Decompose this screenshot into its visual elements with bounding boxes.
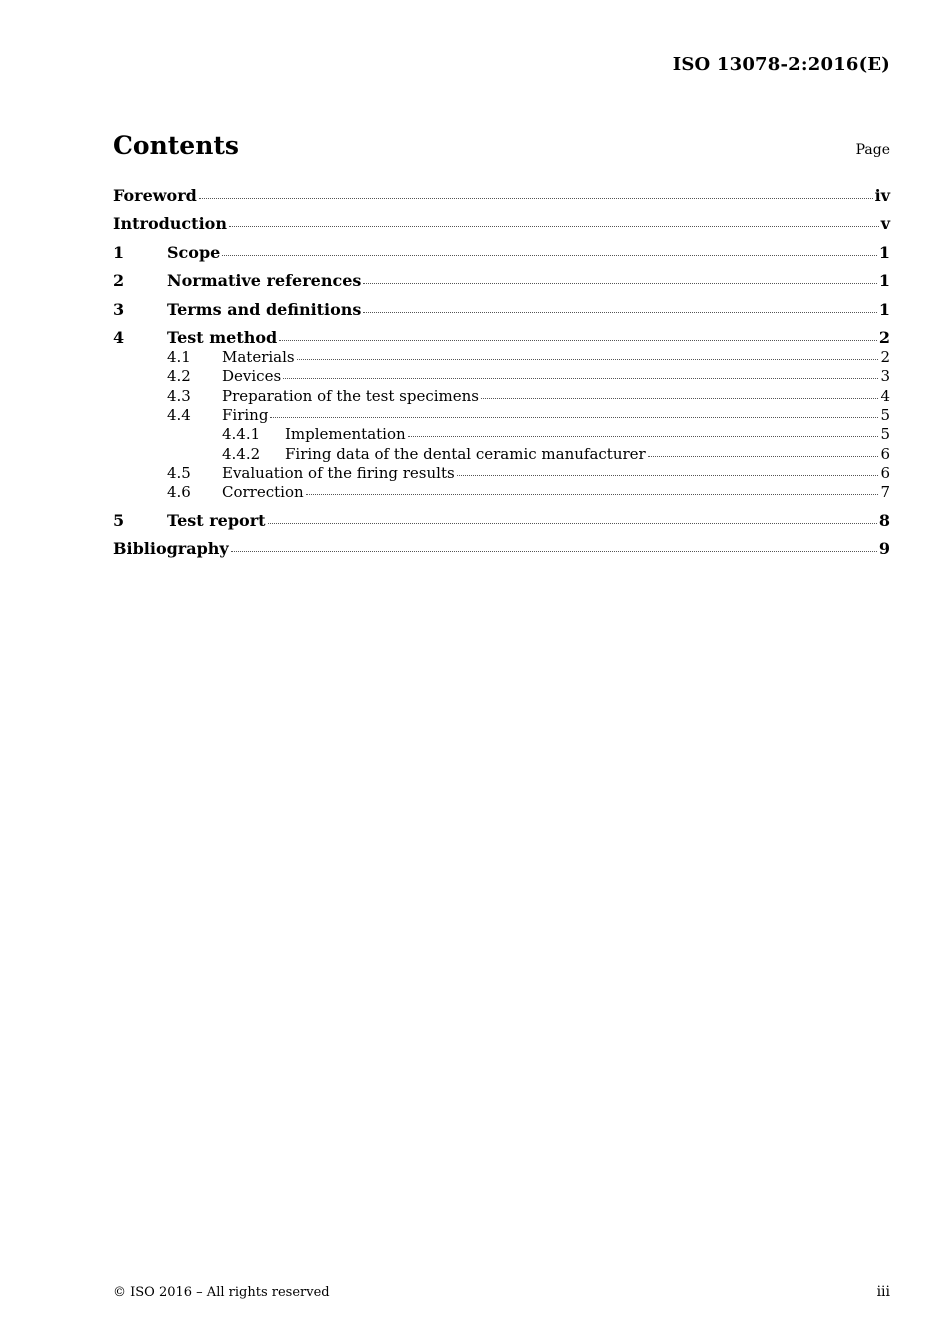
toc-entry-number: 2 xyxy=(113,271,125,290)
toc-entry-title: Bibliography xyxy=(113,539,229,558)
toc-entry-title: Preparation of the test specimens xyxy=(222,387,479,405)
toc-entry-page: 4 xyxy=(880,387,890,405)
dot-leader xyxy=(229,225,879,227)
dot-leader xyxy=(283,377,878,379)
toc-entry-page: 6 xyxy=(880,464,890,482)
toc-entry-devices[interactable] xyxy=(113,367,890,385)
toc-entry-foreword[interactable] xyxy=(113,186,890,205)
toc-entry-number: 4.2 xyxy=(167,367,191,385)
toc-entry-number: 4.4.2 xyxy=(222,445,261,463)
toc-entry-page: 9 xyxy=(878,539,890,558)
toc-entry-page: 5 xyxy=(880,425,890,443)
toc-entry-number: 5 xyxy=(113,511,125,530)
toc-entry-number: 4.4 xyxy=(167,406,191,424)
toc-entry-number: 4.3 xyxy=(167,387,191,405)
dot-leader xyxy=(270,416,878,418)
document-id: ISO 13078-2:2016(E) xyxy=(672,54,890,75)
toc-entry-normative-references[interactable] xyxy=(113,271,890,290)
toc-entry-number: 3 xyxy=(113,300,125,319)
toc-entry-title: Devices xyxy=(222,367,282,385)
toc-entry-page: 1 xyxy=(878,300,890,319)
toc-entry-title: Normative references xyxy=(167,271,362,290)
footer-page-number: iii xyxy=(876,1284,890,1300)
toc-entry-page: 6 xyxy=(880,445,890,463)
footer-copyright: © ISO 2016 – All rights reserved xyxy=(113,1285,330,1300)
toc-entry-correction[interactable] xyxy=(113,483,890,501)
toc-entry-number: 4.6 xyxy=(167,483,191,501)
toc-entry-page: 2 xyxy=(878,328,890,347)
toc-entry-number: 4 xyxy=(113,328,125,347)
dot-leader xyxy=(363,282,876,284)
page-column-label: Page xyxy=(855,142,890,158)
contents-heading: Contents xyxy=(113,131,240,160)
toc-entry-number: 1 xyxy=(113,243,125,262)
toc-entry-title: Implementation xyxy=(285,425,406,443)
dot-leader xyxy=(297,358,879,360)
toc-entry-number: 4.5 xyxy=(167,464,191,482)
toc-entry-title: Materials xyxy=(222,348,295,366)
toc-entry-test-method[interactable] xyxy=(113,328,890,347)
toc-entry-title: Test method xyxy=(167,328,278,347)
dot-leader xyxy=(457,474,879,476)
toc-entry-firing[interactable] xyxy=(113,406,890,424)
dot-leader xyxy=(481,397,878,399)
toc-entry-page: 3 xyxy=(880,367,890,385)
toc-entry-page: iv xyxy=(874,186,890,205)
toc-entry-number: 4.1 xyxy=(167,348,191,366)
toc-entry-page: 2 xyxy=(880,348,890,366)
toc-entry-evaluation-of-firing-results[interactable] xyxy=(113,464,890,482)
toc-entry-terms-and-definitions[interactable] xyxy=(113,300,890,319)
toc-entry-title: Terms and definitions xyxy=(167,300,362,319)
dot-leader xyxy=(222,254,877,256)
toc-entry-implementation[interactable] xyxy=(113,425,890,443)
toc-entry-page: 1 xyxy=(878,243,890,262)
dot-leader xyxy=(231,550,877,552)
toc-entry-page: 1 xyxy=(878,271,890,290)
toc-entry-page: 8 xyxy=(878,511,890,530)
dot-leader xyxy=(279,339,877,341)
toc-entry-title: Foreword xyxy=(113,186,197,205)
dot-leader xyxy=(408,435,879,437)
dot-leader xyxy=(268,522,877,524)
toc-entry-preparation-of-test-specimens[interactable] xyxy=(113,387,890,405)
dot-leader xyxy=(648,455,879,457)
toc-entry-title: Introduction xyxy=(113,214,227,233)
toc-entry-title: Evaluation of the firing results xyxy=(222,464,455,482)
toc-entry-page: v xyxy=(880,214,890,233)
toc-entry-materials[interactable] xyxy=(113,348,890,366)
toc-entry-page: 5 xyxy=(880,406,890,424)
toc-entry-title: Firing xyxy=(222,406,269,424)
toc-entry-test-report[interactable] xyxy=(113,511,890,530)
toc-entry-title: Firing data of the dental ceramic manufacturer xyxy=(285,445,646,463)
toc-entry-title: Correction xyxy=(222,483,304,501)
dot-leader xyxy=(306,493,879,495)
toc-entry-scope[interactable] xyxy=(113,243,890,262)
dot-leader xyxy=(363,311,876,313)
toc-entry-firing-data[interactable] xyxy=(113,445,890,463)
toc-entry-title: Scope xyxy=(167,243,221,262)
toc-entry-number: 4.4.1 xyxy=(222,425,261,443)
toc-entry-page: 7 xyxy=(880,483,890,501)
dot-leader xyxy=(199,197,873,199)
toc-entry-title: Test report xyxy=(167,511,266,530)
toc-entry-introduction[interactable] xyxy=(113,214,890,233)
toc-entry-bibliography[interactable] xyxy=(113,539,890,558)
